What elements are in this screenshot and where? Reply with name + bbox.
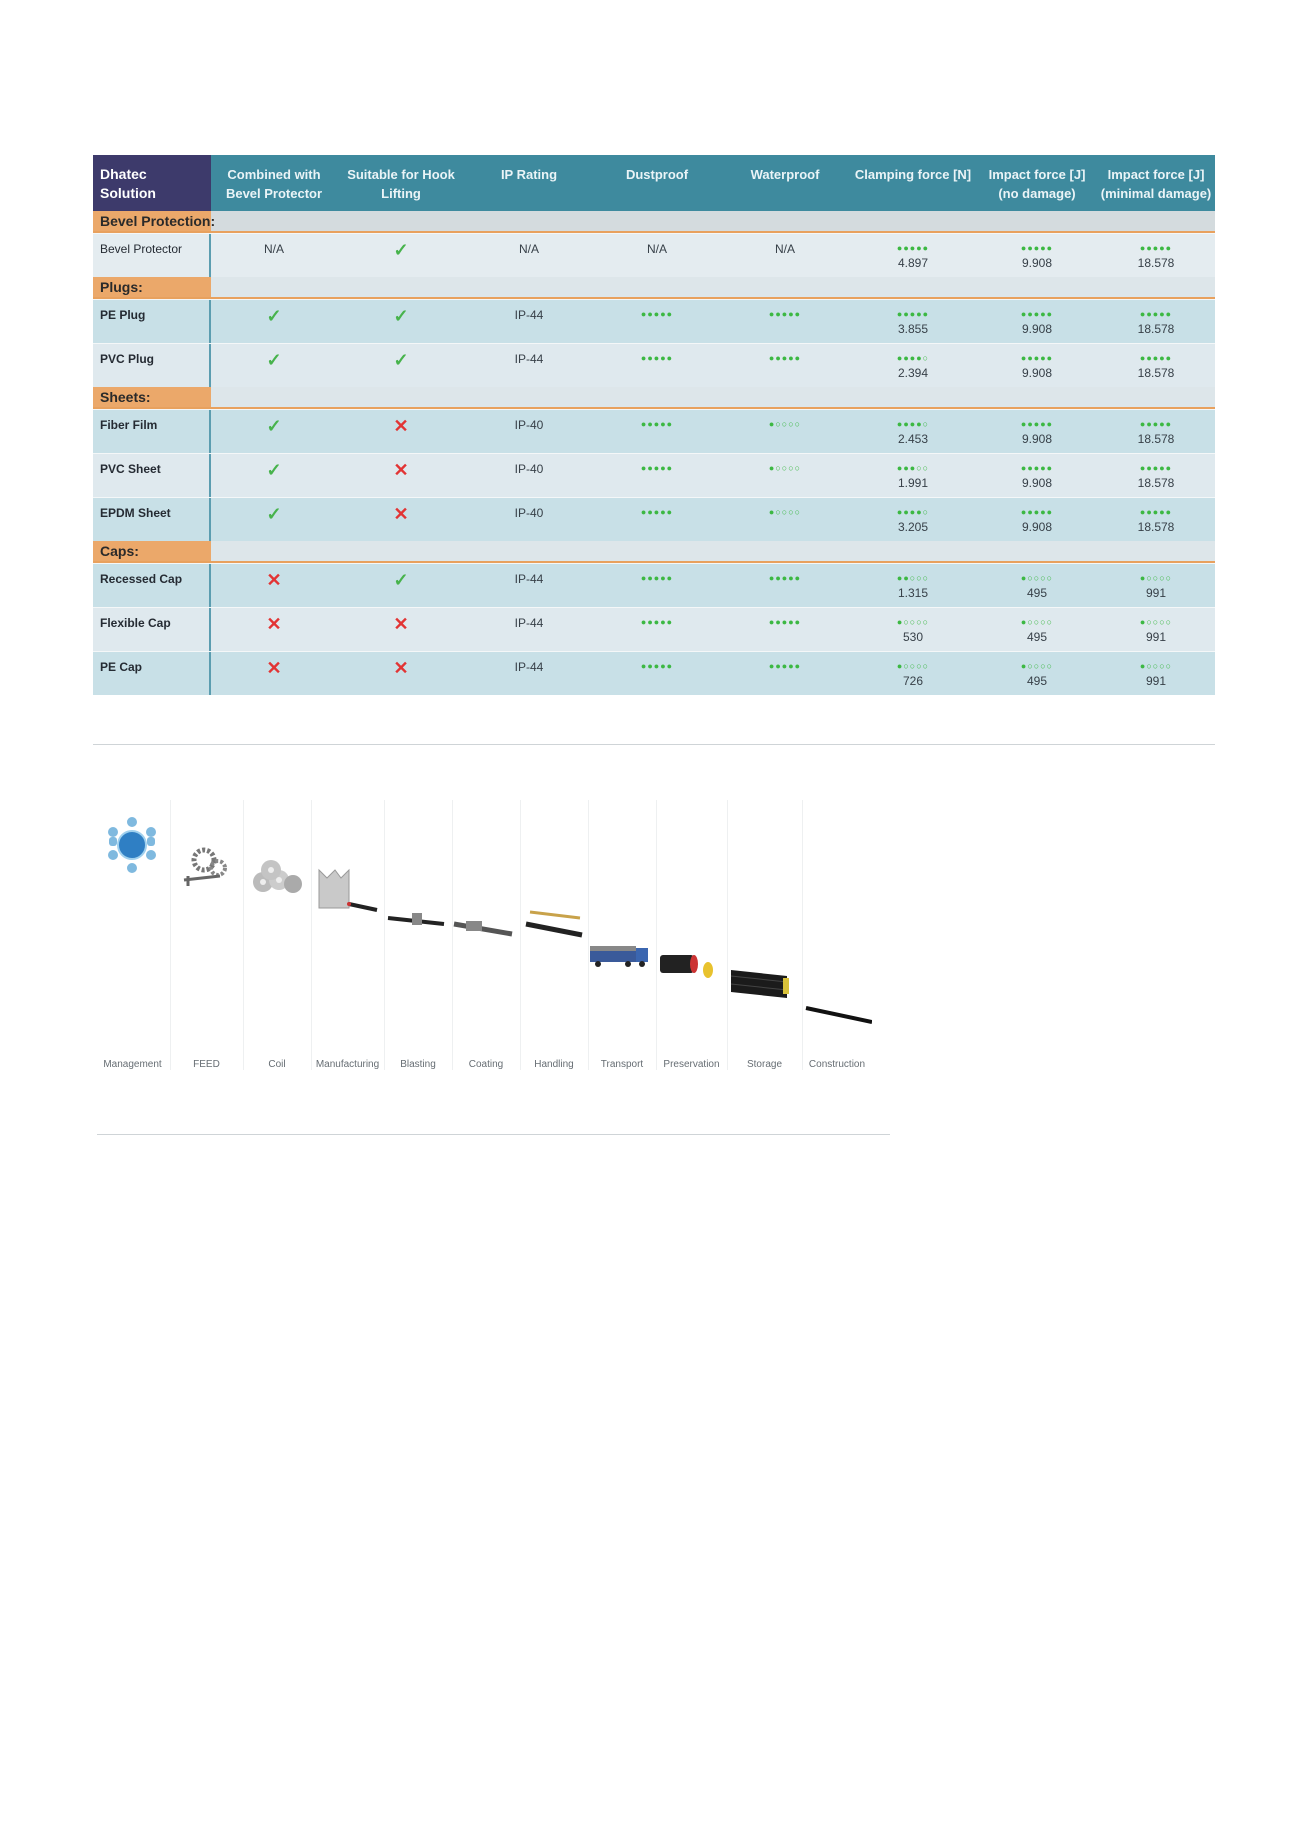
water-cell xyxy=(721,454,849,497)
cross-icon: ✕ xyxy=(393,614,409,634)
stage-label: Blasting xyxy=(400,1059,436,1070)
bevel-cell xyxy=(211,344,337,387)
bevel-cell xyxy=(211,454,337,497)
clamp-cell xyxy=(849,454,977,497)
imp1-cell xyxy=(977,234,1097,277)
imp2-cell xyxy=(1097,410,1215,453)
row-name: PE Cap xyxy=(93,652,211,695)
pipe-stack-icon xyxy=(727,800,802,1040)
clamp-value: 2.453 xyxy=(897,432,929,446)
cross-icon: ✕ xyxy=(393,504,409,524)
imp1-rating: ●○○○○ xyxy=(1020,617,1054,627)
dust-cell xyxy=(593,652,721,695)
hook-cell xyxy=(337,608,465,651)
clamp-rating: ●○○○○ xyxy=(896,617,930,627)
water-rating: ●○○○○ xyxy=(768,463,802,473)
dust-rating: ●●●●● xyxy=(640,309,674,319)
imp1-rating: ●●●●● xyxy=(1020,243,1054,253)
column-header xyxy=(977,155,1097,211)
imp1-rating: ●○○○○ xyxy=(1020,661,1054,671)
header-line: IP Rating xyxy=(500,167,558,182)
imp2-rating: ●○○○○ xyxy=(1139,617,1173,627)
imp1-value: 495 xyxy=(1026,630,1048,644)
row-name: Flexible Cap xyxy=(93,608,211,651)
header-line: Clamping force [N] xyxy=(854,167,972,182)
clamp-value: 3.855 xyxy=(897,322,929,336)
section-filler xyxy=(721,211,849,231)
bevel-value: N/A xyxy=(263,242,284,256)
table-row xyxy=(93,453,1215,497)
pipe-lifting-icon xyxy=(520,800,588,1040)
water-cell xyxy=(721,652,849,695)
ip-rating: IP-44 xyxy=(514,352,544,366)
water-cell xyxy=(721,300,849,343)
imp1-cell xyxy=(977,344,1097,387)
section-row xyxy=(93,211,1215,233)
imp2-value: 991 xyxy=(1145,586,1167,600)
imp1-value: 9.908 xyxy=(1021,432,1053,446)
imp2-value: 18.578 xyxy=(1137,256,1175,270)
section-label: Caps: xyxy=(93,541,211,561)
section-row xyxy=(93,277,1215,299)
water-cell xyxy=(721,498,849,541)
header-line: Lifting xyxy=(381,186,421,201)
section-filler xyxy=(465,387,593,407)
section-filler xyxy=(977,277,1097,297)
bevel-cell xyxy=(211,234,337,277)
imp1-value: 9.908 xyxy=(1021,366,1053,380)
process-strip xyxy=(95,800,890,1070)
section-filler xyxy=(465,277,593,297)
water-rating: ●●●●● xyxy=(768,573,802,583)
header-line: Impact force [J] xyxy=(988,167,1086,182)
header-line: Bevel Protector xyxy=(225,186,323,201)
section-filler xyxy=(211,387,337,407)
clamp-cell xyxy=(849,300,977,343)
clamp-cell xyxy=(849,344,977,387)
column-header xyxy=(465,155,593,211)
process-stage xyxy=(802,800,872,1070)
imp2-value: 18.578 xyxy=(1137,366,1175,380)
imp2-cell xyxy=(1097,498,1215,541)
stage-label: Coating xyxy=(468,1059,504,1070)
table-row xyxy=(93,299,1215,343)
column-header xyxy=(93,155,211,211)
process-stage xyxy=(95,800,171,1070)
section-filler xyxy=(337,387,465,407)
imp2-rating: ●●●●● xyxy=(1139,243,1173,253)
imp2-rating: ●●●●● xyxy=(1139,463,1173,473)
water-rating: ●●●●● xyxy=(768,617,802,627)
section-label: Plugs: xyxy=(93,277,211,297)
factory-pipe-icon xyxy=(311,800,384,1040)
clamp-rating: ●●●○○ xyxy=(896,463,930,473)
cross-icon: ✕ xyxy=(393,658,409,678)
clamp-rating: ●●●●○ xyxy=(896,353,930,363)
clamp-cell xyxy=(849,652,977,695)
divider-line xyxy=(97,1134,890,1135)
hook-cell xyxy=(337,564,465,607)
bevel-cell xyxy=(211,410,337,453)
water-cell xyxy=(721,410,849,453)
clamp-rating: ●●●●● xyxy=(896,243,930,253)
imp1-cell xyxy=(977,410,1097,453)
section-filler xyxy=(211,277,337,297)
section-filler xyxy=(1097,211,1215,231)
dust-rating: ●●●●● xyxy=(640,419,674,429)
ip-rating: IP-44 xyxy=(514,308,544,322)
imp1-cell xyxy=(977,498,1097,541)
ip-rating: IP-40 xyxy=(514,418,544,432)
column-header xyxy=(593,155,721,211)
table-row xyxy=(93,563,1215,607)
imp2-value: 991 xyxy=(1145,630,1167,644)
imp2-value: 18.578 xyxy=(1137,432,1175,446)
stage-label: Preservation xyxy=(663,1059,720,1070)
truck-icon xyxy=(588,800,656,1040)
imp1-rating: ●●●●● xyxy=(1020,463,1054,473)
gears-caliper-icon xyxy=(170,800,243,1040)
imp1-cell xyxy=(977,454,1097,497)
section-filler xyxy=(849,541,977,561)
stage-label: Construction xyxy=(808,1059,866,1070)
hook-cell xyxy=(337,410,465,453)
column-header xyxy=(337,155,465,211)
process-stage xyxy=(243,800,312,1070)
section-row xyxy=(93,387,1215,409)
check-icon: ✓ xyxy=(266,504,282,524)
column-header xyxy=(721,155,849,211)
people-globe-icon xyxy=(95,800,170,1040)
stage-label: FEED xyxy=(193,1059,220,1070)
row-name: Bevel Protector xyxy=(93,234,211,277)
imp1-value: 9.908 xyxy=(1021,476,1053,490)
clamp-value: 4.897 xyxy=(897,256,929,270)
hook-cell xyxy=(337,300,465,343)
section-filler xyxy=(1097,277,1215,297)
header-line: Suitable for Hook xyxy=(347,167,455,182)
stage-label: Coil xyxy=(268,1059,286,1070)
dust-cell xyxy=(593,344,721,387)
hook-cell xyxy=(337,454,465,497)
hook-cell xyxy=(337,652,465,695)
imp2-cell xyxy=(1097,234,1215,277)
dust-cell xyxy=(593,410,721,453)
table-header xyxy=(93,155,1215,211)
cross-icon: ✕ xyxy=(393,460,409,480)
imp2-rating: ●●●●● xyxy=(1139,419,1173,429)
section-filler xyxy=(977,211,1097,231)
header-line: (minimal damage) xyxy=(1100,186,1212,201)
section-filler xyxy=(465,211,593,231)
water-rating: ●●●●● xyxy=(768,353,802,363)
comparison-table xyxy=(93,155,1215,695)
row-name: PVC Plug xyxy=(93,344,211,387)
check-icon: ✓ xyxy=(266,350,282,370)
clamp-rating: ●●○○○ xyxy=(896,573,930,583)
section-filler xyxy=(337,211,465,231)
clamp-cell xyxy=(849,608,977,651)
imp1-rating: ●●●●● xyxy=(1020,507,1054,517)
ip-rating: IP-40 xyxy=(514,506,544,520)
ip-rating: IP-44 xyxy=(514,572,544,586)
hook-cell xyxy=(337,344,465,387)
row-name: PE Plug xyxy=(93,300,211,343)
column-header xyxy=(1097,155,1215,211)
imp1-rating: ●●●●● xyxy=(1020,309,1054,319)
clamp-value: 1.315 xyxy=(897,586,929,600)
pipeline-icon xyxy=(802,800,872,1040)
imp2-cell xyxy=(1097,564,1215,607)
water-cell xyxy=(721,344,849,387)
bevel-cell xyxy=(211,608,337,651)
table-row xyxy=(93,233,1215,277)
section-filler xyxy=(721,541,849,561)
row-name: Recessed Cap xyxy=(93,564,211,607)
dust-cell xyxy=(593,498,721,541)
water-rating: ●●●●● xyxy=(768,309,802,319)
check-icon: ✓ xyxy=(266,460,282,480)
header-line: Dustproof xyxy=(625,167,689,182)
process-stage xyxy=(311,800,385,1070)
water-value: N/A xyxy=(774,242,795,256)
imp2-cell xyxy=(1097,300,1215,343)
water-rating: ●○○○○ xyxy=(768,419,802,429)
imp2-value: 18.578 xyxy=(1137,322,1175,336)
section-filler xyxy=(211,541,337,561)
process-stage xyxy=(588,800,657,1070)
stage-label: Storage xyxy=(746,1059,783,1070)
hook-cell xyxy=(337,234,465,277)
check-icon: ✓ xyxy=(393,570,409,590)
process-stage xyxy=(384,800,453,1070)
dust-value: N/A xyxy=(646,242,667,256)
clamp-value: 1.991 xyxy=(897,476,929,490)
ip-rating: IP-44 xyxy=(514,616,544,630)
section-filler xyxy=(977,541,1097,561)
imp2-rating: ●●●●● xyxy=(1139,309,1173,319)
section-filler xyxy=(337,277,465,297)
bevel-cell xyxy=(211,652,337,695)
divider-line xyxy=(93,744,1215,745)
water-rating: ●●●●● xyxy=(768,661,802,671)
dust-cell xyxy=(593,564,721,607)
section-filler xyxy=(337,541,465,561)
imp1-rating: ●●●●● xyxy=(1020,353,1054,363)
check-icon: ✓ xyxy=(393,350,409,370)
imp1-rating: ●●●●● xyxy=(1020,419,1054,429)
section-row xyxy=(93,541,1215,563)
process-stage xyxy=(727,800,803,1070)
column-header xyxy=(211,155,337,211)
imp1-cell xyxy=(977,652,1097,695)
check-icon: ✓ xyxy=(393,306,409,326)
imp2-rating: ●●●●● xyxy=(1139,507,1173,517)
dust-rating: ●●●●● xyxy=(640,463,674,473)
imp2-cell xyxy=(1097,344,1215,387)
imp1-value: 495 xyxy=(1026,674,1048,688)
check-icon: ✓ xyxy=(266,306,282,326)
dust-cell xyxy=(593,234,721,277)
stage-label: Management xyxy=(103,1059,162,1070)
header-line: Dhatec xyxy=(100,166,147,182)
dust-cell xyxy=(593,608,721,651)
bevel-cell xyxy=(211,498,337,541)
clamp-rating: ●●●●○ xyxy=(896,419,930,429)
section-filler xyxy=(593,211,721,231)
dust-cell xyxy=(593,300,721,343)
dust-cell xyxy=(593,454,721,497)
clamp-cell xyxy=(849,234,977,277)
clamp-value: 530 xyxy=(902,630,924,644)
section-filler xyxy=(211,211,337,231)
section-filler xyxy=(849,277,977,297)
imp1-value: 9.908 xyxy=(1021,520,1053,534)
imp2-cell xyxy=(1097,608,1215,651)
header-line: (no damage) xyxy=(998,186,1076,201)
table-row xyxy=(93,651,1215,695)
process-stage xyxy=(520,800,589,1070)
bevel-cell xyxy=(211,300,337,343)
section-filler xyxy=(593,387,721,407)
stage-label: Manufacturing xyxy=(315,1059,380,1070)
section-filler xyxy=(593,277,721,297)
stage-label: Handling xyxy=(534,1059,574,1070)
imp2-rating: ●●●●● xyxy=(1139,353,1173,363)
pipe-coating-icon xyxy=(452,800,520,1040)
hook-cell xyxy=(337,498,465,541)
imp2-value: 18.578 xyxy=(1137,520,1175,534)
imp1-cell xyxy=(977,564,1097,607)
imp1-cell xyxy=(977,608,1097,651)
section-filler xyxy=(849,211,977,231)
dust-rating: ●●●●● xyxy=(640,617,674,627)
water-rating: ●○○○○ xyxy=(768,507,802,517)
table-row xyxy=(93,343,1215,387)
section-filler xyxy=(593,541,721,561)
row-name: Fiber Film xyxy=(93,410,211,453)
clamp-value: 726 xyxy=(902,674,924,688)
header-line: Waterproof xyxy=(750,167,820,182)
dust-rating: ●●●●● xyxy=(640,353,674,363)
table-row xyxy=(93,409,1215,453)
section-filler xyxy=(849,387,977,407)
section-filler xyxy=(1097,387,1215,407)
clamp-cell xyxy=(849,564,977,607)
section-filler xyxy=(977,387,1097,407)
cross-icon: ✕ xyxy=(266,570,282,590)
row-name: PVC Sheet xyxy=(93,454,211,497)
column-header xyxy=(849,155,977,211)
header-line: Solution xyxy=(100,185,156,201)
dust-rating: ●●●●● xyxy=(640,661,674,671)
ip-rating: IP-40 xyxy=(514,462,544,476)
imp2-cell xyxy=(1097,454,1215,497)
imp2-cell xyxy=(1097,652,1215,695)
steel-coil-icon xyxy=(243,800,311,1040)
imp2-value: 18.578 xyxy=(1137,476,1175,490)
water-cell xyxy=(721,564,849,607)
check-icon: ✓ xyxy=(266,416,282,436)
process-stage xyxy=(656,800,728,1070)
imp1-value: 9.908 xyxy=(1021,322,1053,336)
imp2-rating: ●○○○○ xyxy=(1139,661,1173,671)
clamp-cell xyxy=(849,498,977,541)
water-cell xyxy=(721,608,849,651)
check-icon: ✓ xyxy=(393,240,409,260)
table-row xyxy=(93,497,1215,541)
imp1-rating: ●○○○○ xyxy=(1020,573,1054,583)
table-row xyxy=(93,607,1215,651)
section-filler xyxy=(1097,541,1215,561)
section-filler xyxy=(721,387,849,407)
water-cell xyxy=(721,234,849,277)
clamp-value: 2.394 xyxy=(897,366,929,380)
process-stage xyxy=(170,800,244,1070)
cross-icon: ✕ xyxy=(266,658,282,678)
clamp-rating: ●○○○○ xyxy=(896,661,930,671)
clamp-rating: ●●●●○ xyxy=(896,507,930,517)
cross-icon: ✕ xyxy=(393,416,409,436)
imp1-cell xyxy=(977,300,1097,343)
header-line: Combined with xyxy=(227,167,321,182)
section-filler xyxy=(465,541,593,561)
ip-rating: IP-44 xyxy=(514,660,544,674)
imp2-rating: ●○○○○ xyxy=(1139,573,1173,583)
section-label: Sheets: xyxy=(93,387,211,407)
pipe-end-cap-icon xyxy=(656,800,727,1040)
ip-rating: N/A xyxy=(518,242,539,256)
cross-icon: ✕ xyxy=(266,614,282,634)
dust-rating: ●●●●● xyxy=(640,507,674,517)
section-filler xyxy=(721,277,849,297)
imp1-value: 495 xyxy=(1026,586,1048,600)
dust-rating: ●●●●● xyxy=(640,573,674,583)
clamp-cell xyxy=(849,410,977,453)
imp1-value: 9.908 xyxy=(1021,256,1053,270)
process-stage xyxy=(452,800,521,1070)
header-line: Impact force [J] xyxy=(1107,167,1205,182)
bevel-cell xyxy=(211,564,337,607)
section-label: Bevel Protection: xyxy=(93,211,211,231)
stage-label: Transport xyxy=(600,1059,644,1070)
clamp-rating: ●●●●● xyxy=(896,309,930,319)
row-name: EPDM Sheet xyxy=(93,498,211,541)
pipe-blasting-icon xyxy=(384,800,452,1040)
imp2-value: 991 xyxy=(1145,674,1167,688)
clamp-value: 3.205 xyxy=(897,520,929,534)
